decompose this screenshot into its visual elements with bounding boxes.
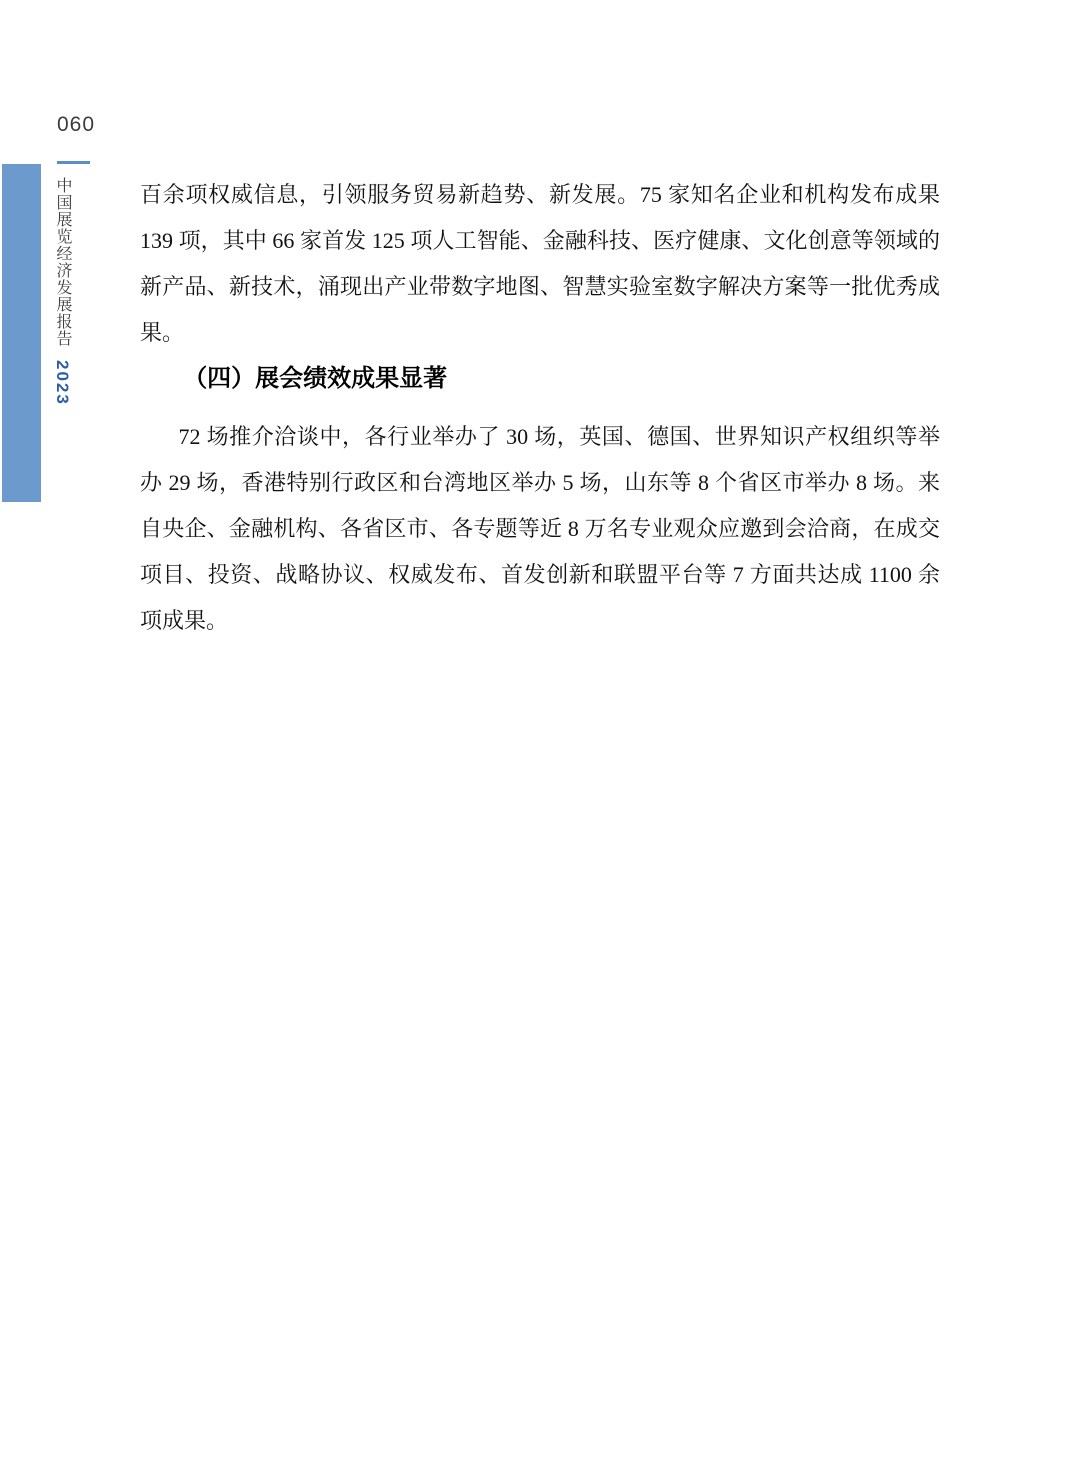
page-number: 060 [57,113,96,136]
paragraph-lead: 百余项权威信息，引领服务贸易新趋势、新发展。75 家知名企业和机构发布成果 139 项，其中 66 家首发 125 项人工智能、金融科技、医疗健康、文化创意等领域的新产品、新技术，涌现出产业带数字地图、智慧实验室数字解决方案等一批优秀成果。 [140,182,940,345]
page-number-rule [57,161,90,164]
section-heading: （四）展会绩效成果显著 [183,365,448,392]
report-title-text: 中国展览经济发展报告 [54,177,71,347]
page-content [140,172,940,644]
paragraph-body: 72 场推介洽谈中，各行业举办了 30 场，英国、德国、世界知识产权组织等举办 29 场，香港特别行政区和台湾地区举办 5 场，山东等 8 个省区市举办 8 场。来自央企、金融机构、各省区市、各专题等近 8 万名专业观众应邀到会洽商，在成交项目、投资、战略协议、权威发布、首发创新和联盟平台等 7 方面共达成 1100 余项成果。 [140,424,940,633]
sidebar-report-title [51,177,74,437]
sidebar-accent-bar [2,164,41,502]
report-year: 2023 [53,360,72,407]
